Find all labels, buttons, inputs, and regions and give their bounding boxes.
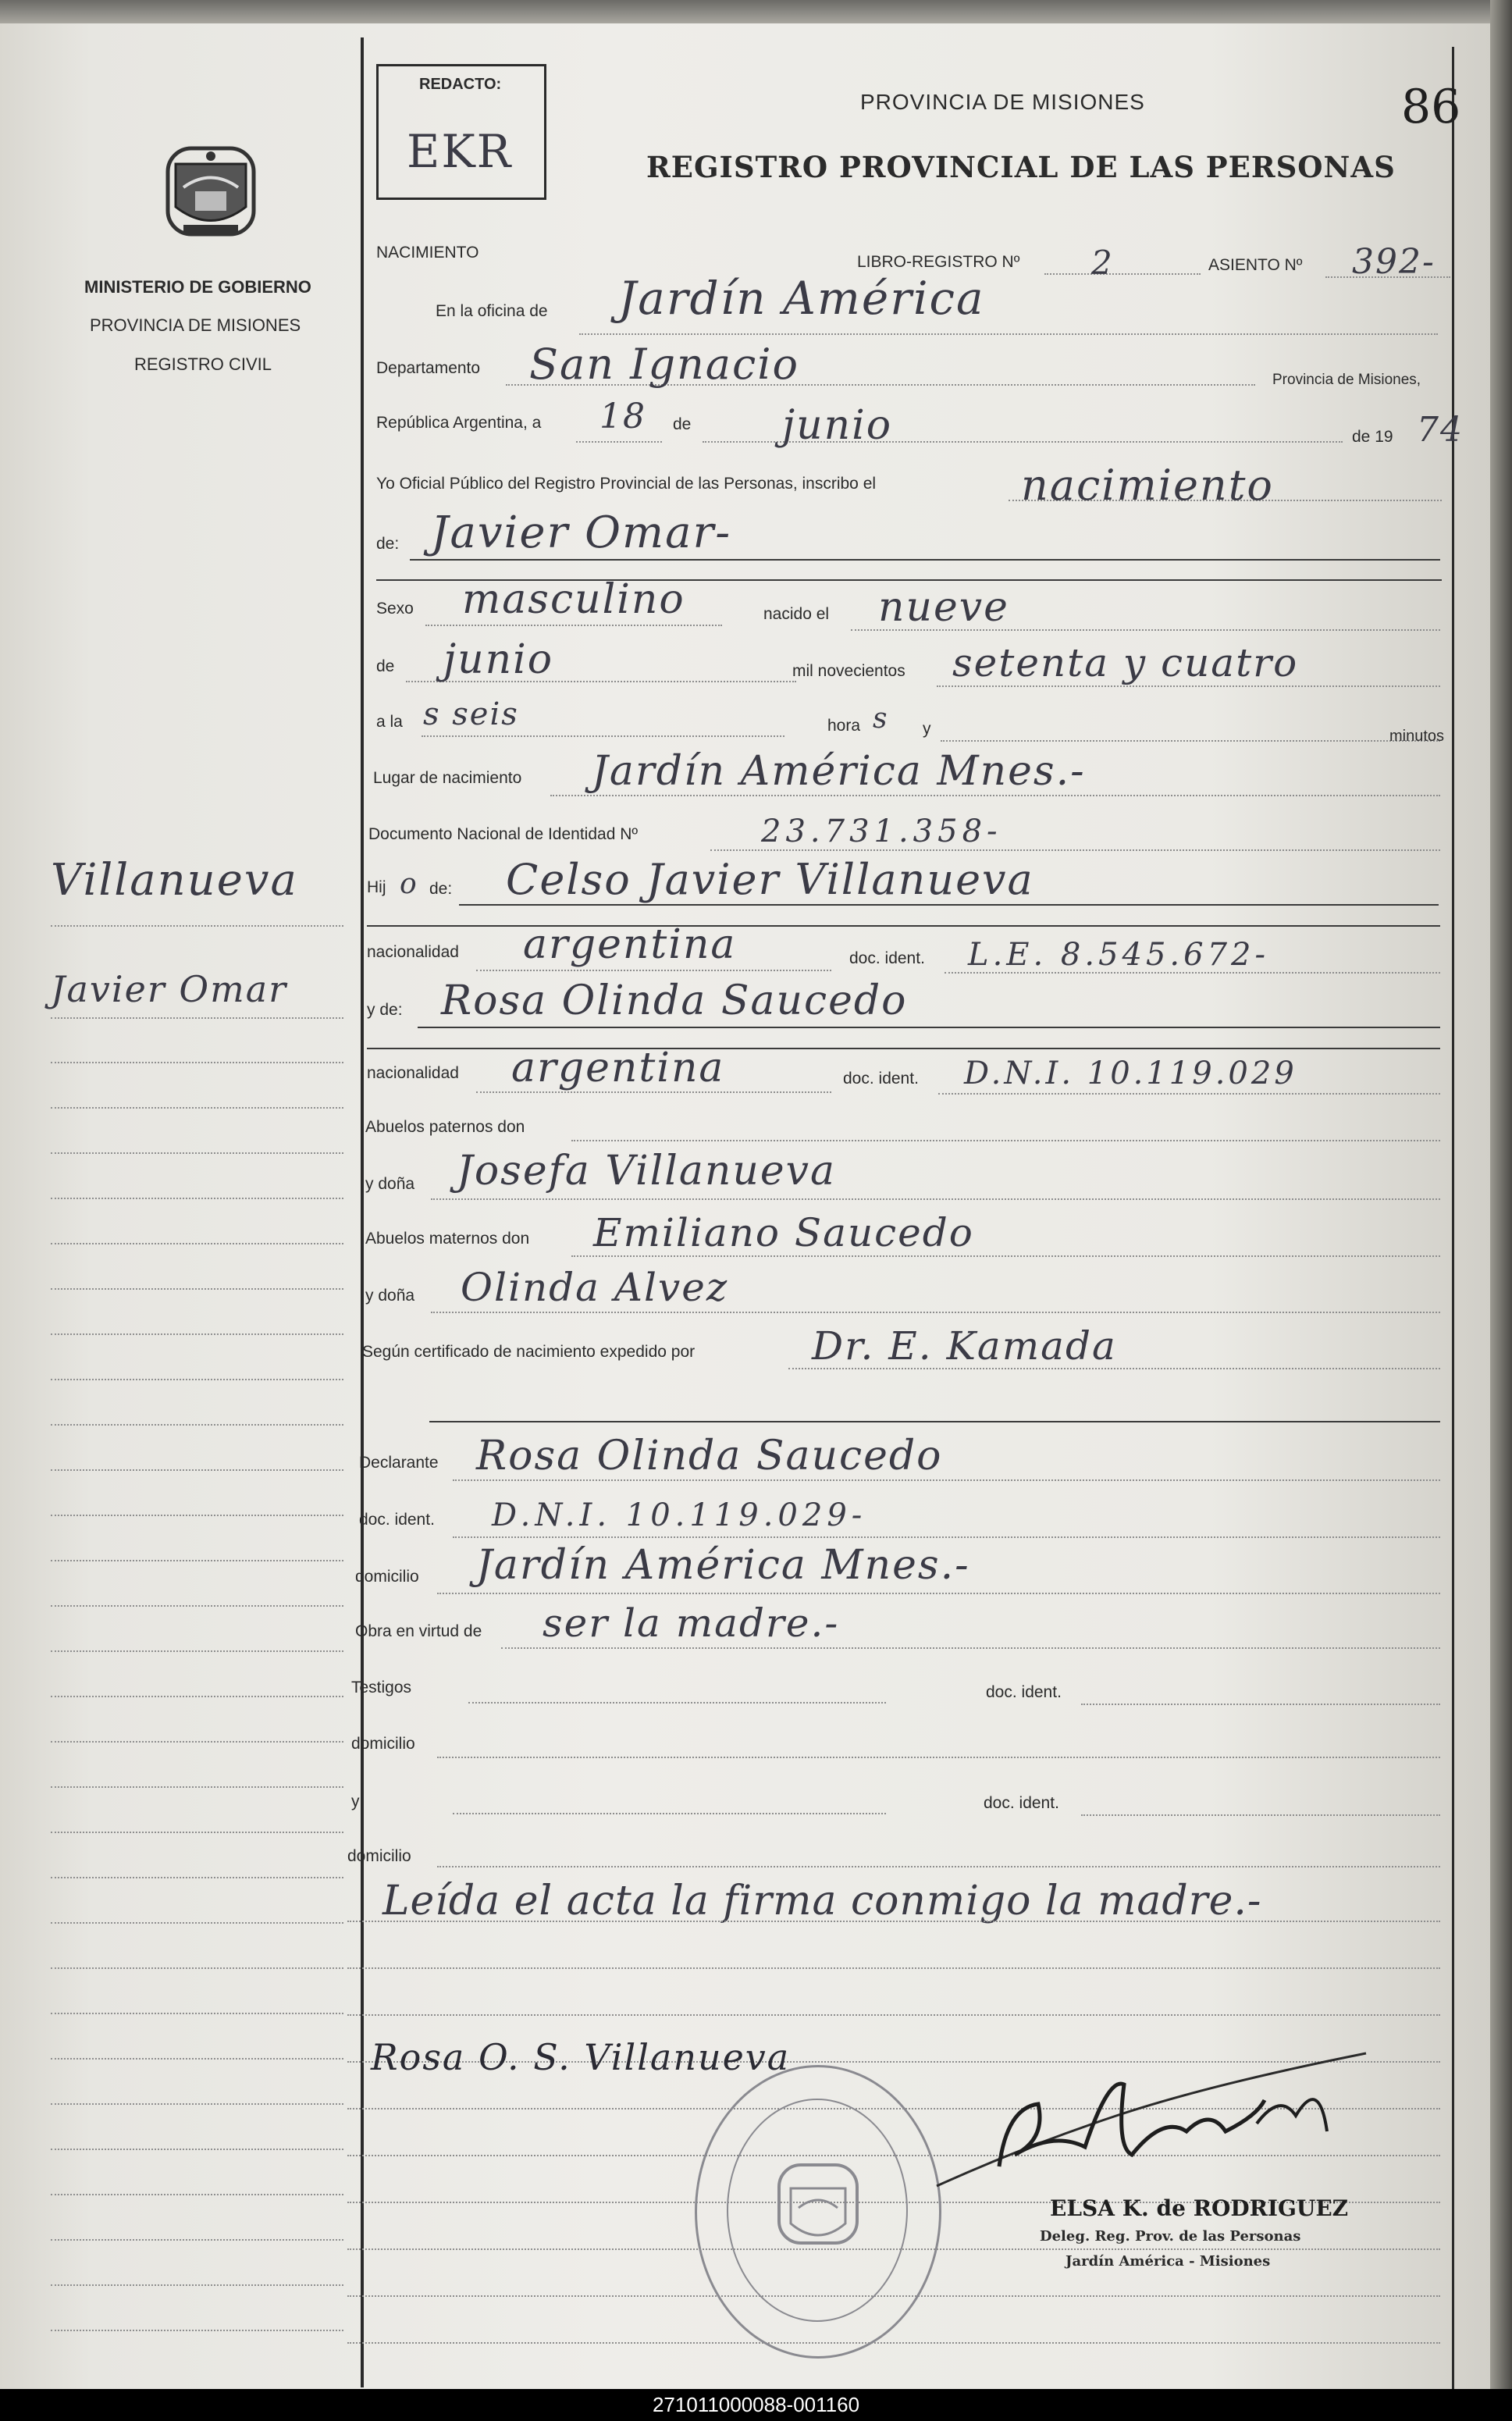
stub-line xyxy=(51,2194,343,2195)
official-seal-icon xyxy=(695,2065,941,2359)
stub-line xyxy=(51,1696,343,1697)
madre-underline xyxy=(418,1027,1440,1028)
acto-value: nacimiento xyxy=(1021,461,1274,510)
abuelos-m-line xyxy=(571,1255,1440,1257)
nac1-label: nacionalidad xyxy=(367,943,459,961)
stub-line xyxy=(51,1832,343,1833)
stub-line xyxy=(51,2239,343,2241)
stub-line xyxy=(51,2013,343,2014)
abuela-p-value: Josefa Villanueva xyxy=(457,1148,837,1194)
testigos-label: Testigos xyxy=(351,1679,412,1696)
abuela-m-line xyxy=(431,1312,1440,1313)
nac2-line xyxy=(476,1091,831,1093)
alas-line xyxy=(422,735,784,737)
docid3-value: D.N.I. 10.119.029- xyxy=(492,1497,867,1533)
stub-registry: REGISTRO CIVIL xyxy=(134,354,272,374)
stub-line xyxy=(51,1062,343,1063)
stub-given-name: Javier Omar xyxy=(51,968,288,1010)
dni-value: 23.731.358- xyxy=(761,814,1002,849)
domicilio-value: Jardín América Mnes.- xyxy=(476,1542,970,1589)
declarante-line xyxy=(453,1479,1440,1481)
docid5-label: doc. ident. xyxy=(984,1794,1059,1812)
official-title: Deleg. Reg. Prov. de las Personas xyxy=(1040,2228,1301,2245)
asiento-label: ASIENTO Nº xyxy=(1208,256,1303,274)
y2-label: y xyxy=(351,1793,360,1810)
stub-line xyxy=(51,1922,343,1924)
certificado-value: Dr. E. Kamada xyxy=(812,1323,1117,1369)
nac2-label: nacionalidad xyxy=(367,1064,459,1082)
stub-line xyxy=(51,1650,343,1652)
hijo-label: Hij xyxy=(367,878,386,896)
stub-column xyxy=(8,16,363,2381)
abuelos-p-label: Abuelos paternos don xyxy=(365,1118,525,1136)
stub-line xyxy=(51,925,343,927)
stub-line xyxy=(51,2103,343,2105)
year-value: 74 xyxy=(1417,410,1464,450)
docid1-value: L.E. 8.545.672- xyxy=(968,937,1269,973)
docid3-label: doc. ident. xyxy=(359,1511,435,1529)
nac1-value: argentina xyxy=(523,921,737,968)
page-number: 86 xyxy=(1401,80,1461,134)
ydona2-label: y doña xyxy=(365,1287,415,1305)
abuela-p-line xyxy=(431,1198,1440,1200)
libro-label: LIBRO-REGISTRO Nº xyxy=(857,253,1020,271)
official-name: ELSA K. de RODRIGUEZ xyxy=(1050,2195,1349,2221)
month2-de-label: de xyxy=(376,657,395,675)
stub-line xyxy=(51,1017,343,1019)
dni-line xyxy=(710,849,1440,851)
y-label: y xyxy=(923,720,931,738)
oficial-label: Yo Oficial Público del Registro Provincial de las Personas, inscribo el xyxy=(376,475,877,493)
stub-line xyxy=(51,2149,343,2150)
header-province: PROVINCIA DE MISIONES xyxy=(860,90,1145,114)
stub-line xyxy=(51,1786,343,1788)
padre-underline xyxy=(459,904,1439,906)
stub-line xyxy=(51,1560,343,1561)
docid2-line xyxy=(938,1093,1440,1095)
asiento-value: 392- xyxy=(1352,242,1436,282)
declarante-value: Rosa Olinda Saucedo xyxy=(476,1433,943,1479)
nacido-label: nacido el xyxy=(763,605,830,623)
official-location: Jardín América - Misiones xyxy=(1066,2253,1271,2270)
oficina-value: Jardín América xyxy=(618,272,985,325)
alas-label: a la xyxy=(376,713,403,731)
nacido-value: nueve xyxy=(878,584,1009,631)
de-label: de xyxy=(673,415,692,433)
docid2-label: doc. ident. xyxy=(843,1070,919,1088)
lugar-value: Jardín América Mnes.- xyxy=(592,748,1086,795)
blank-line xyxy=(347,2014,1440,2016)
day-value: 18 xyxy=(599,397,646,436)
yde-label: y de: xyxy=(367,1001,403,1019)
abuela-m-value: Olinda Alvez xyxy=(461,1265,729,1310)
lugar-line xyxy=(550,795,1440,796)
obra-value: ser la madre.- xyxy=(543,1600,840,1646)
name-underline xyxy=(410,559,1440,561)
seal-emblem-icon xyxy=(771,2157,865,2259)
domicilio3-label: domicilio xyxy=(347,1847,411,1865)
oficina-line xyxy=(579,333,1438,335)
hijo-de-label: de: xyxy=(429,880,453,898)
provincia-label: Provincia de Misiones, xyxy=(1272,372,1421,388)
minutos-line xyxy=(941,740,1440,742)
domicilio-line xyxy=(437,1593,1440,1594)
libro-value: 2 xyxy=(1091,244,1114,282)
madre-value: Rosa Olinda Saucedo xyxy=(441,977,908,1024)
docid4-label: doc. ident. xyxy=(986,1683,1062,1701)
libro-line xyxy=(1044,273,1201,275)
stub-line xyxy=(51,1424,343,1426)
stub-line xyxy=(51,1967,343,1969)
mil-label: mil novecientos xyxy=(792,662,905,680)
image-caption: 271011000088-001160 xyxy=(652,2393,860,2416)
stub-line xyxy=(51,1243,343,1244)
month2-value: junio xyxy=(443,636,554,683)
sexo-label: Sexo xyxy=(376,600,414,618)
hora-label: hora xyxy=(827,717,861,735)
y2-line xyxy=(453,1813,886,1814)
stub-province: PROVINCIA DE MISIONES xyxy=(90,315,301,335)
stub-line xyxy=(51,1198,343,1199)
docid1-label: doc. ident. xyxy=(849,949,925,967)
year-label: de 19 xyxy=(1352,428,1393,446)
sexo-value: masculino xyxy=(462,576,685,623)
mother-signature: Rosa O. S. Villanueva xyxy=(371,2036,791,2078)
abuelos-m-label: Abuelos maternos don xyxy=(365,1230,530,1248)
lugar-label: Lugar de nacimiento xyxy=(373,769,522,787)
abuelo-m-value: Emiliano Saucedo xyxy=(593,1210,974,1255)
domicilio-label: domicilio xyxy=(355,1568,419,1586)
docid4-line xyxy=(1081,1704,1440,1705)
certificado-rule xyxy=(429,1421,1440,1422)
stub-line xyxy=(51,1741,343,1743)
padre-value: Celso Javier Villanueva xyxy=(506,855,1034,904)
official-signature-icon xyxy=(929,2030,1389,2209)
departamento-label: Departamento xyxy=(376,359,481,377)
stub-line xyxy=(51,1877,343,1878)
domicilio2-line xyxy=(437,1757,1440,1758)
name-value: Javier Omar- xyxy=(431,507,732,558)
stub-divider xyxy=(361,37,364,2387)
stub-line xyxy=(51,2058,343,2060)
year2-line xyxy=(937,685,1440,687)
testigos-line xyxy=(468,1702,886,1704)
oficina-label: En la oficina de xyxy=(436,302,548,320)
stub-line xyxy=(51,1288,343,1290)
redacto-label: REDACTO: xyxy=(419,76,502,93)
docid2-value: D.N.I. 10.119.029 xyxy=(964,1056,1297,1091)
domicilio2-label: domicilio xyxy=(351,1735,415,1753)
hora-value: s xyxy=(873,703,889,735)
nac2-value: argentina xyxy=(511,1045,725,1091)
docid5-line xyxy=(1081,1814,1440,1816)
stub-line xyxy=(51,1605,343,1607)
ydona1-label: y doña xyxy=(365,1175,415,1193)
obra-label: Obra en virtud de xyxy=(355,1622,482,1640)
departamento-value: San Ignacio xyxy=(529,340,800,389)
month-value: junio xyxy=(782,402,893,449)
stub-line xyxy=(51,1469,343,1471)
register-page xyxy=(0,16,1495,2381)
record-type-label: NACIMIENTO xyxy=(376,244,479,262)
alas-value: s seis xyxy=(423,696,519,732)
leida-note: Leída el acta la firma conmigo la madre.- xyxy=(382,1878,1262,1924)
certificado-label: Según certificado de nacimiento expedido por xyxy=(362,1343,696,1361)
blank-line xyxy=(347,1967,1440,1969)
year2-value: setenta y cuatro xyxy=(952,640,1299,685)
obra-line xyxy=(501,1647,1440,1649)
hijo-suffix: o xyxy=(400,868,418,900)
blank-line xyxy=(347,1921,1440,1922)
birth-record-form xyxy=(347,16,1464,2381)
docid3-line xyxy=(453,1536,1440,1538)
declarante-label: Declarante xyxy=(359,1454,439,1472)
minutos-label: minutos xyxy=(1389,728,1445,745)
coat-of-arms-icon xyxy=(152,133,269,250)
stub-line xyxy=(51,1379,343,1380)
dni-label: Documento Nacional de Identidad Nº xyxy=(368,825,639,843)
name-de-label: de: xyxy=(376,535,400,553)
abuelos-p-line xyxy=(571,1140,1440,1141)
redacto-box xyxy=(376,64,546,200)
redacto-initials: EKR xyxy=(407,125,513,178)
blank-line xyxy=(347,2342,1440,2344)
republica-label: República Argentina, a xyxy=(376,414,542,432)
stub-surname: Villanueva xyxy=(51,855,298,906)
nac1-line xyxy=(476,970,831,971)
stub-line xyxy=(51,1515,343,1516)
stub-line xyxy=(51,2284,343,2286)
stub-ministry: MINISTERIO DE GOBIERNO xyxy=(84,277,311,297)
day-line xyxy=(576,441,662,443)
stub-line xyxy=(51,1333,343,1335)
stub-line xyxy=(51,2330,343,2331)
domicilio3-line xyxy=(437,1866,1440,1867)
sexo-line xyxy=(425,625,722,626)
stub-line xyxy=(51,1152,343,1154)
header-registry-title: REGISTRO PROVINCIAL DE LAS PERSONAS xyxy=(646,150,1396,184)
stub-line xyxy=(51,1107,343,1109)
